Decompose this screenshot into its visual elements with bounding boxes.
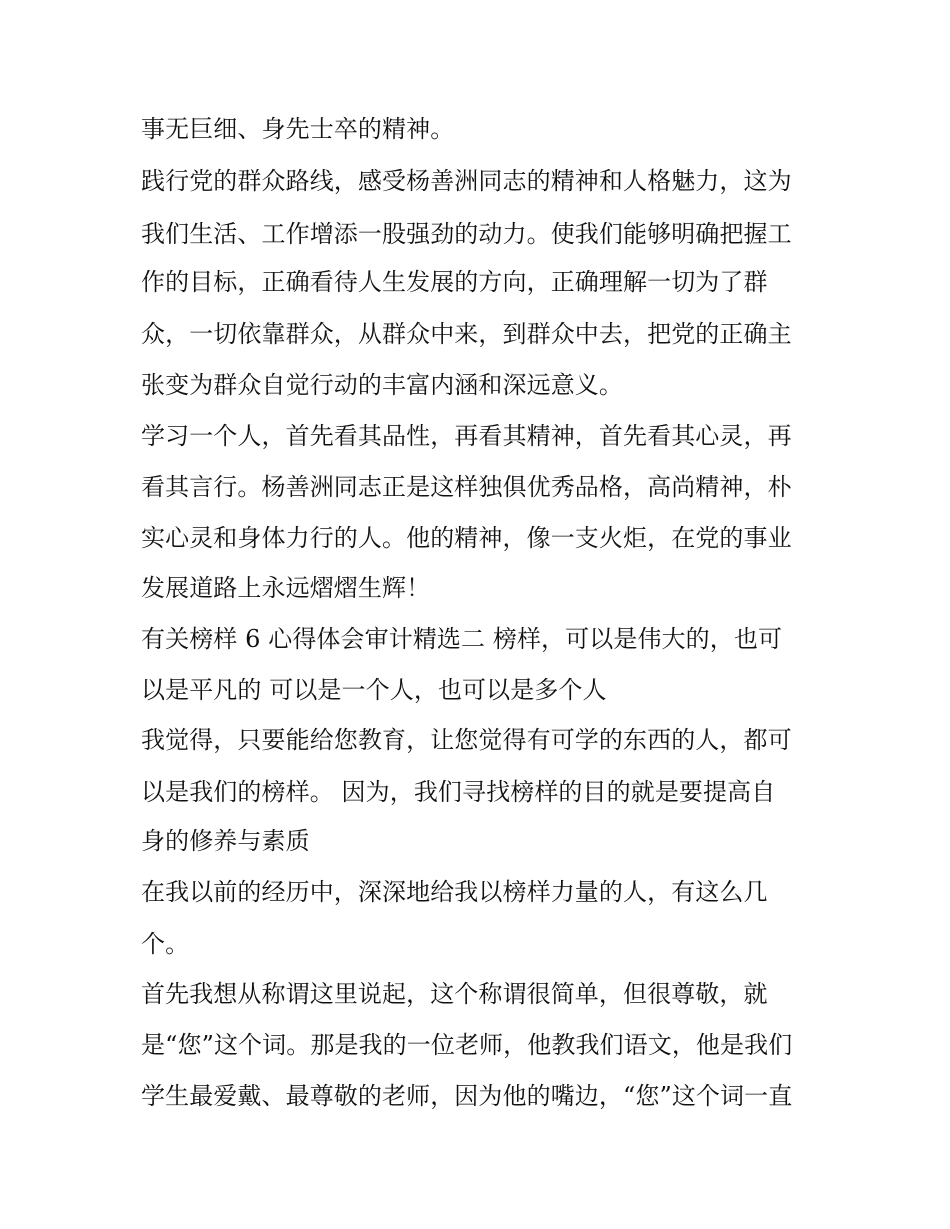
text-line: 张变为群众自觉行动的丰富内涵和深远意义。 (141, 371, 623, 399)
text-line: 事无巨细、身先士卒的精神。 (141, 115, 455, 143)
text-line: 实心灵和身体力行的人。他的精神，像一支火炬，在党的事业 (141, 524, 792, 552)
text-line: 我们生活、工作增添一股强劲的动力。使我们能够明确把握工 (141, 220, 792, 248)
text-line: 首先我想从称谓这里说起，这个称谓很简单，但很尊敬，就 (141, 980, 768, 1008)
text-line: 践行党的群众路线，感受杨善洲同志的精神和人格魅力，这为 (141, 167, 792, 195)
text-line: 发展道路上永远熠熠生辉！ (141, 574, 431, 602)
text-line: 学生最爱戴、最尊敬的老师，因为他的嘴边，“您”这个词一直 (141, 1082, 793, 1110)
text-line: 作的目标，正确看待人生发展的方向，正确理解一切为了群 (141, 268, 768, 296)
text-line: 有关榜样 6 心得体会审计精选二 榜样，可以是伟大的，也可 (141, 625, 783, 653)
text-line: 学习一个人，首先看其品性，再看其精神，首先看其心灵，再 (141, 422, 792, 450)
text-line: 我觉得，只要能给您教育，让您觉得有可学的东西的人，都可 (141, 726, 792, 754)
text-line: 是“您”这个词。那是我的一位老师，他教我们语文，他是我们 (141, 1031, 793, 1059)
text-line: 个。 (141, 930, 190, 958)
text-line: 身的修养与素质 (141, 827, 310, 855)
text-line: 以是平凡的 可以是一个人，也可以是多个人 (141, 676, 607, 704)
text-line: 在我以前的经历中，深深地给我以榜样力量的人，有这么几 (141, 878, 768, 906)
text-line: 看其言行。杨善洲同志正是这样独俱优秀品格，高尚精神，朴 (141, 473, 792, 501)
text-line: 以是我们的榜样。 因为，我们寻找榜样的目的就是要提高自 (141, 778, 776, 806)
text-line: 众，一切依靠群众，从群众中来，到群众中去，把党的正确主 (141, 320, 792, 348)
